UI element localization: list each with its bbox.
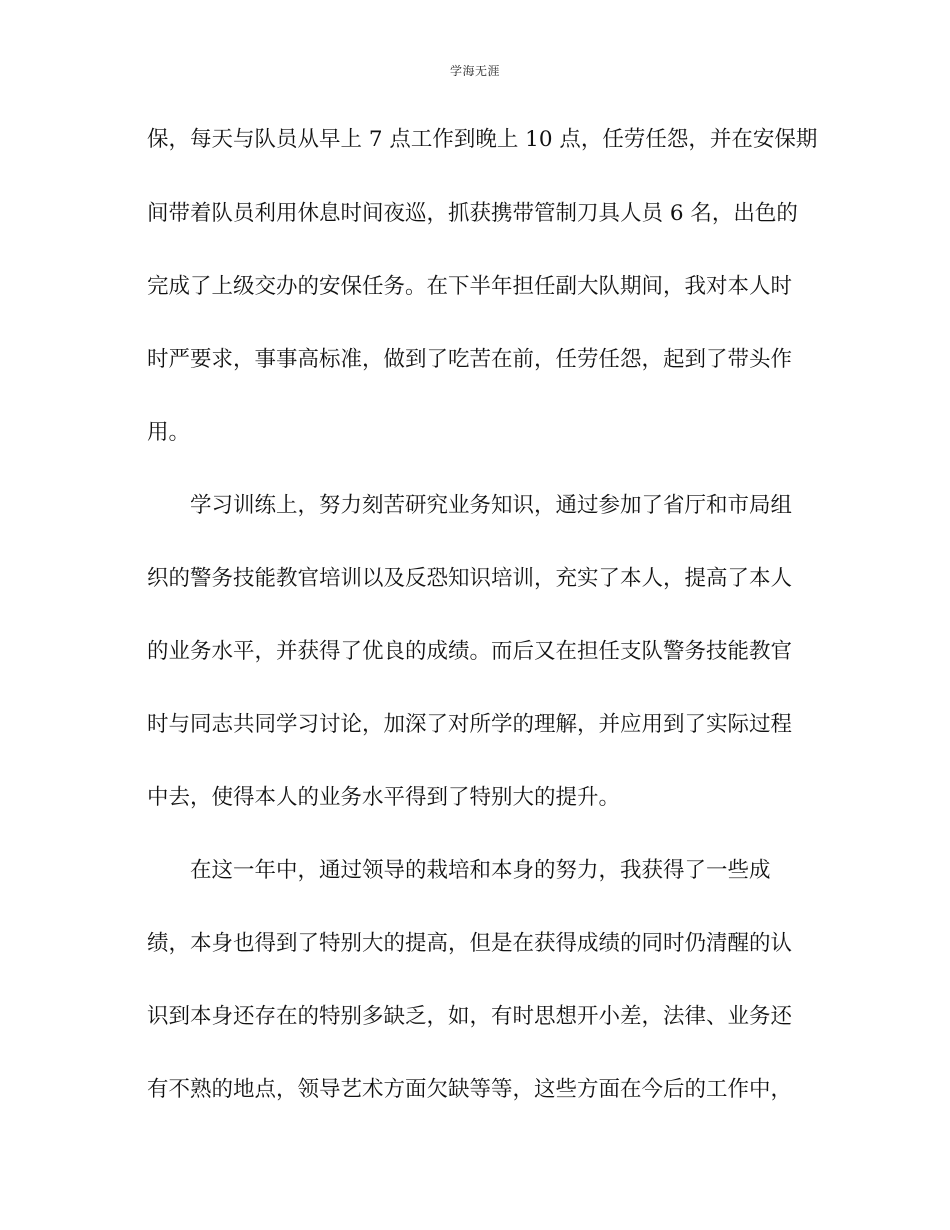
paragraph-line: 织的警务技能教官培训以及反恐知识培训，充实了本人，提高了本人 <box>147 566 793 591</box>
paragraph-line: 学习训练上，努力刻苦研究业务知识，通过参加了省厅和市局组 <box>190 493 793 518</box>
paragraph-line: 保，每天与队员从早上 7 点工作到晚上 10 点，任劳任怨，并在安保期 <box>147 127 818 152</box>
paragraph-line: 时严要求，事事高标准，做到了吃苦在前，任劳任怨，起到了带头作 <box>147 347 793 372</box>
paragraph-line: 在这一年中，通过领导的栽培和本身的努力，我获得了一些成 <box>190 858 771 883</box>
paragraph-line: 的业务水平，并获得了优良的成绩。而后又在担任支队警务技能教官 <box>147 639 793 664</box>
paragraph-line: 中去，使得本人的业务水平得到了特别大的提升。 <box>147 785 621 810</box>
paragraph-line: 完成了上级交办的安保任务。在下半年担任副大队期间，我对本人时 <box>147 274 793 299</box>
paragraph-line: 绩，本身也得到了特别大的提高，但是在获得成绩的同时仍清醒的认 <box>147 931 793 956</box>
paragraph-line: 识到本身还存在的特别多缺乏，如，有时思想开小差，法律、业务还 <box>147 1004 793 1029</box>
paragraph-line: 用。 <box>147 420 191 445</box>
paragraph-line: 间带着队员利用休息时间夜巡，抓获携带管制刀具人员 6 名，出色的 <box>147 201 798 226</box>
paragraph-line: 有不熟的地点，领导艺术方面欠缺等等，这些方面在今后的工作中， <box>147 1077 793 1102</box>
paragraph-line: 时与同志共同学习讨论，加深了对所学的理解，并应用到了实际过程 <box>147 712 793 737</box>
page-header: 学海无涯 <box>449 64 500 78</box>
